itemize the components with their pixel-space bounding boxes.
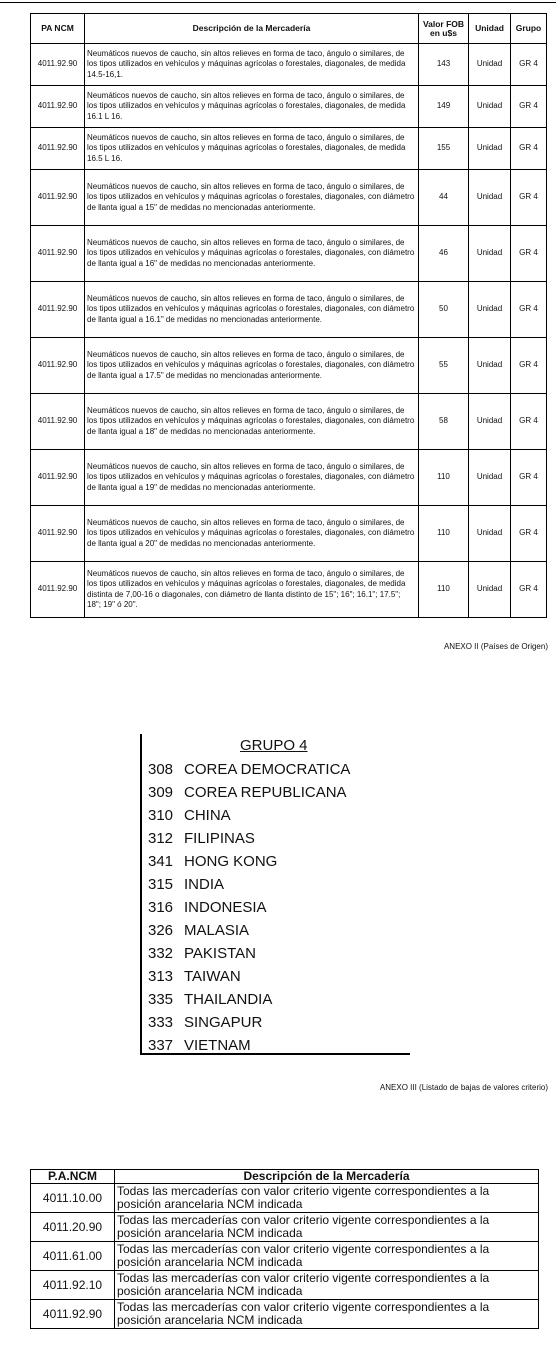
country-code: 312 bbox=[148, 830, 174, 847]
cell-descripcion: Todas las mercaderías con valor criterio vigente correspondientes a la posición arancelaria NCM indicada bbox=[115, 1271, 539, 1300]
country-code: 326 bbox=[148, 922, 174, 939]
table-row bbox=[31, 1242, 539, 1271]
table-row bbox=[31, 450, 547, 506]
table-row bbox=[31, 86, 547, 128]
country-name: TAIWAN bbox=[184, 968, 241, 985]
anexo-ii-heading: ANEXO II (Países de Origen) bbox=[443, 642, 548, 651]
table-row bbox=[31, 282, 547, 338]
table-row bbox=[31, 1300, 539, 1329]
cell-grupo: GR 4 bbox=[511, 282, 547, 338]
cell-grupo: GR 4 bbox=[511, 128, 547, 170]
cell-pa-ncm: 4011.92.90 bbox=[31, 394, 85, 450]
cell-valor-fob: 155 bbox=[419, 128, 469, 170]
cell-pa-ncm: 4011.92.90 bbox=[31, 450, 85, 506]
cell-unidad: Unidad bbox=[469, 282, 511, 338]
country-code: 337 bbox=[148, 1037, 174, 1054]
cell-valor-fob: 50 bbox=[419, 282, 469, 338]
cell-valor-fob: 149 bbox=[419, 86, 469, 128]
table-row bbox=[31, 338, 547, 394]
box-left-border bbox=[140, 734, 142, 1055]
table-row bbox=[31, 1213, 539, 1242]
country-code: 310 bbox=[148, 807, 174, 824]
list-item bbox=[148, 988, 350, 1011]
cell-unidad: Unidad bbox=[469, 506, 511, 562]
cell-unidad: Unidad bbox=[469, 170, 511, 226]
header-grupo: Grupo bbox=[511, 14, 547, 44]
cell-grupo: GR 4 bbox=[511, 338, 547, 394]
cell-descripcion: Neumáticos nuevos de caucho, sin altos relieves en forma de taco, ángulo o similares, de los tipos utilizados en vehículos y máquinas agrícolas o forestales, diagonales, con diámetro de llanta igual a 16.1" de medidas no mencionadas anteriormente. bbox=[85, 282, 419, 338]
cell-grupo: GR 4 bbox=[511, 394, 547, 450]
list-item bbox=[148, 758, 350, 781]
cell-unidad: Unidad bbox=[469, 338, 511, 394]
cell-valor-fob: 55 bbox=[419, 338, 469, 394]
cell-valor-fob: 110 bbox=[419, 562, 469, 618]
cell-grupo: GR 4 bbox=[511, 170, 547, 226]
list-item bbox=[148, 827, 350, 850]
cell-valor-fob: 46 bbox=[419, 226, 469, 282]
cell-descripcion: Todas las mercaderías con valor criterio vigente correspondientes a la posición arancelaria NCM indicada bbox=[115, 1242, 539, 1271]
anexo-iii-heading: ANEXO III (Listado de bajas de valores criterio) bbox=[379, 1083, 548, 1092]
header-pa-ncm: PA NCM bbox=[31, 14, 85, 44]
cell-descripcion: Neumáticos nuevos de caucho, sin altos relieves en forma de taco, ángulo o similares, de los tipos utilizados en vehículos y máquinas agrícolas o forestales, diagonales, con diámetro de llanta igual a 16" de medidas no mencionadas anteriormente. bbox=[85, 226, 419, 282]
cell-grupo: GR 4 bbox=[511, 506, 547, 562]
table-row bbox=[31, 226, 547, 282]
country-code: 309 bbox=[148, 784, 174, 801]
cell-valor-fob: 143 bbox=[419, 44, 469, 86]
list-item bbox=[148, 965, 350, 988]
cell-pa-ncm: 4011.92.10 bbox=[31, 1271, 115, 1300]
list-item bbox=[148, 850, 350, 873]
cell-grupo: GR 4 bbox=[511, 226, 547, 282]
header-valor-fob: Valor FOB en u$s bbox=[419, 14, 469, 44]
cell-descripcion: Todas las mercaderías con valor criterio vigente correspondientes a la posición arancelaria NCM indicada bbox=[115, 1300, 539, 1329]
cell-descripcion: Neumáticos nuevos de caucho, sin altos relieves en forma de taco, ángulo o similares, de los tipos utilizados en vehículos y máquinas agrícolas o forestales, diagonales, con diámetro de llanta igual a 18" de medidas no mencionadas anteriormente. bbox=[85, 394, 419, 450]
cell-unidad: Unidad bbox=[469, 450, 511, 506]
cell-valor-fob: 110 bbox=[419, 506, 469, 562]
country-name: INDONESIA bbox=[184, 899, 267, 916]
cell-descripcion: Neumáticos nuevos de caucho, sin altos relieves en forma de taco, ángulo o similares, de los tipos utilizados en vehículos y máquinas agrícolas o forestales, diagonales, con diámetro de llanta igual a 17.5" de medidas no mencionadas anteriormente. bbox=[85, 338, 419, 394]
country-code: 341 bbox=[148, 853, 174, 870]
country-code: 315 bbox=[148, 876, 174, 893]
country-list bbox=[148, 758, 350, 1057]
cell-pa-ncm: 4011.92.90 bbox=[31, 282, 85, 338]
cell-grupo: GR 4 bbox=[511, 562, 547, 618]
country-code: 313 bbox=[148, 968, 174, 985]
country-name: FILIPINAS bbox=[184, 830, 255, 847]
country-name: COREA REPUBLICANA bbox=[184, 784, 347, 801]
valores-criterio-table bbox=[30, 13, 547, 618]
country-code: 332 bbox=[148, 945, 174, 962]
cell-descripcion: Todas las mercaderías con valor criterio vigente correspondientes a la posición arancelaria NCM indicada bbox=[115, 1184, 539, 1213]
cell-pa-ncm: 4011.92.90 bbox=[31, 226, 85, 282]
cell-descripcion: Neumáticos nuevos de caucho, sin altos relieves en forma de taco, ángulo o similares, de los tipos utilizados en vehículos y máquinas agrícolas o forestales, diagonales, de medida 14.5-16,1. bbox=[85, 44, 419, 86]
cell-unidad: Unidad bbox=[469, 128, 511, 170]
country-name: THAILANDIA bbox=[184, 991, 273, 1008]
cell-unidad: Unidad bbox=[469, 562, 511, 618]
cell-pa-ncm: 4011.92.90 bbox=[31, 44, 85, 86]
top-rule bbox=[0, 2, 556, 3]
list-item bbox=[148, 781, 350, 804]
cell-valor-fob: 110 bbox=[419, 450, 469, 506]
cell-unidad: Unidad bbox=[469, 44, 511, 86]
header-pa-ncm: P.A.NCM bbox=[31, 1170, 115, 1184]
cell-descripcion: Neumáticos nuevos de caucho, sin altos relieves en forma de taco, ángulo o similares, de los tipos utilizados en vehículos y máquinas agrícolas o forestales, diagonales, de medida 16.5 L 16. bbox=[85, 128, 419, 170]
table-row bbox=[31, 128, 547, 170]
cell-pa-ncm: 4011.92.90 bbox=[31, 86, 85, 128]
cell-pa-ncm: 4011.92.90 bbox=[31, 506, 85, 562]
list-item bbox=[148, 1034, 350, 1057]
country-name: CHINA bbox=[184, 807, 231, 824]
list-item bbox=[148, 919, 350, 942]
list-item bbox=[148, 873, 350, 896]
cell-descripcion: Neumáticos nuevos de caucho, sin altos relieves en forma de taco, ángulo o similares, de los tipos utilizados en vehículos y máquinas agrícolas o forestales, diagonales, de medida distinta de 7,00-16 o diagonales, con diámetro de llanta distinto de 15"; 16"; 16.1"; 17.5"; 18"; 19" ó 20". bbox=[85, 562, 419, 618]
bajas-valores-table bbox=[30, 1169, 539, 1329]
cell-pa-ncm: 4011.92.90 bbox=[31, 562, 85, 618]
table-row bbox=[31, 506, 547, 562]
cell-pa-ncm: 4011.61.00 bbox=[31, 1242, 115, 1271]
cell-descripcion: Todas las mercaderías con valor criterio vigente correspondientes a la posición arancelaria NCM indicada bbox=[115, 1213, 539, 1242]
cell-grupo: GR 4 bbox=[511, 86, 547, 128]
header-descripcion: Descripción de la Mercadería bbox=[115, 1170, 539, 1184]
list-item bbox=[148, 804, 350, 827]
table-row bbox=[31, 44, 547, 86]
cell-unidad: Unidad bbox=[469, 394, 511, 450]
country-code: 335 bbox=[148, 991, 174, 1008]
table-row bbox=[31, 170, 547, 226]
cell-unidad: Unidad bbox=[469, 86, 511, 128]
grupo-title: GRUPO 4 bbox=[240, 737, 308, 754]
header-unidad: Unidad bbox=[469, 14, 511, 44]
cell-unidad: Unidad bbox=[469, 226, 511, 282]
country-code: 308 bbox=[148, 761, 174, 778]
country-name: COREA DEMOCRATICA bbox=[184, 761, 351, 778]
cell-pa-ncm: 4011.92.90 bbox=[31, 338, 85, 394]
cell-valor-fob: 58 bbox=[419, 394, 469, 450]
cell-descripcion: Neumáticos nuevos de caucho, sin altos relieves en forma de taco, ángulo o similares, de los tipos utilizados en vehículos y máquinas agrícolas o forestales, diagonales, con diámetro de llanta igual a 15" de medidas no mencionadas anteriormente. bbox=[85, 170, 419, 226]
list-item bbox=[148, 896, 350, 919]
country-name: MALASIA bbox=[184, 922, 250, 939]
cell-pa-ncm: 4011.92.90 bbox=[31, 1300, 115, 1329]
table-row bbox=[31, 562, 547, 618]
country-code: 316 bbox=[148, 899, 174, 916]
country-name: SINGAPUR bbox=[184, 1014, 263, 1031]
table-row bbox=[31, 1184, 539, 1213]
list-item bbox=[148, 942, 350, 965]
grupo-4-box bbox=[140, 734, 410, 1055]
cell-descripcion: Neumáticos nuevos de caucho, sin altos relieves en forma de taco, ángulo o similares, de los tipos utilizados en vehículos y máquinas agrícolas o forestales, diagonales, con diámetro de llanta igual a 20" de medidas no mencionadas anteriormente. bbox=[85, 506, 419, 562]
cell-pa-ncm: 4011.92.90 bbox=[31, 128, 85, 170]
table-row bbox=[31, 394, 547, 450]
cell-descripcion: Neumáticos nuevos de caucho, sin altos relieves en forma de taco, ángulo o similares, de los tipos utilizados en vehículos y máquinas agrícolas o forestales, diagonales, con diámetro de llanta igual a 19" de medidas no mencionadas anteriormente. bbox=[85, 450, 419, 506]
table-row bbox=[31, 1271, 539, 1300]
cell-pa-ncm: 4011.20.90 bbox=[31, 1213, 115, 1242]
cell-valor-fob: 44 bbox=[419, 170, 469, 226]
cell-pa-ncm: 4011.92.90 bbox=[31, 170, 85, 226]
country-name: HONG KONG bbox=[184, 853, 278, 870]
cell-pa-ncm: 4011.10.00 bbox=[31, 1184, 115, 1213]
list-item bbox=[148, 1011, 350, 1034]
cell-descripcion: Neumáticos nuevos de caucho, sin altos relieves en forma de taco, ángulo o similares, de los tipos utilizados en vehículos y máquinas agrícolas o forestales, diagonales, de medida 16.1 L 16. bbox=[85, 86, 419, 128]
table-header-row bbox=[31, 1170, 539, 1184]
country-name: PAKISTAN bbox=[184, 945, 256, 962]
header-descripcion: Descripción de la Mercadería bbox=[85, 14, 419, 44]
cell-grupo: GR 4 bbox=[511, 450, 547, 506]
country-name: INDIA bbox=[184, 876, 225, 893]
country-code: 333 bbox=[148, 1014, 174, 1031]
cell-grupo: GR 4 bbox=[511, 44, 547, 86]
country-name: VIETNAM bbox=[184, 1037, 251, 1054]
table-header-row bbox=[31, 14, 547, 44]
